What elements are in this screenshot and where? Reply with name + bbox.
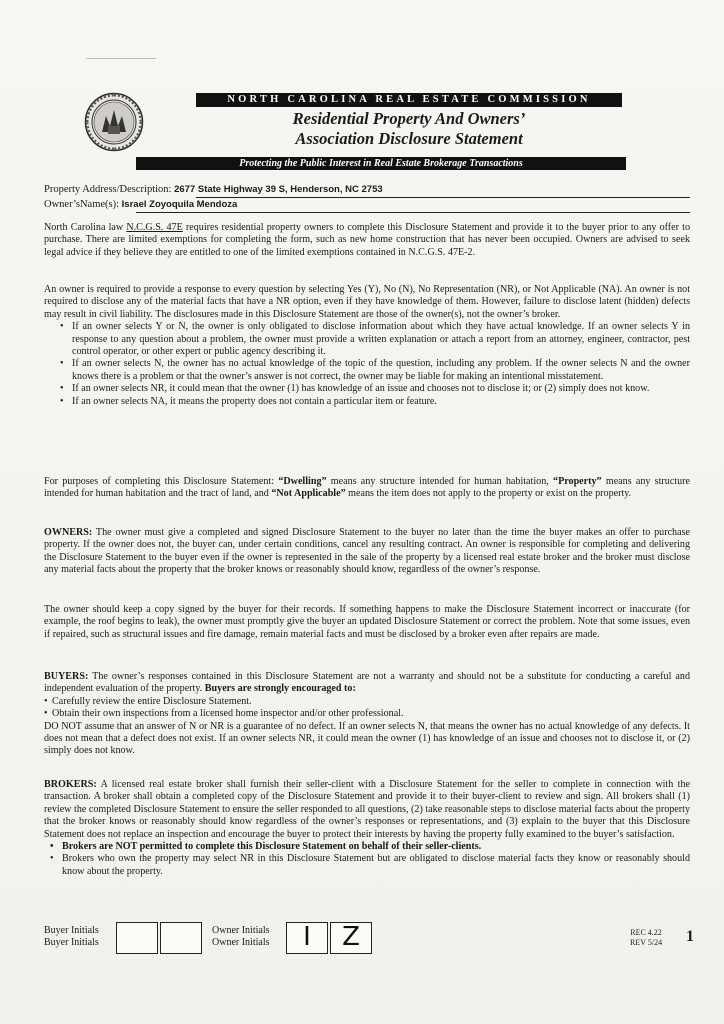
property-term: “Property” [553, 476, 602, 487]
buyers-heading: BUYERS: [44, 671, 89, 682]
not-applicable-term: “Not Applicable” [271, 488, 346, 500]
list-item: • Brokers who own the property may select NR in this Disclosure Statement but are obligated to disclose material facts they know or reasonably should know about the property. [44, 853, 690, 878]
definitions-text: means any structure intended for human habitation, [326, 476, 554, 487]
owner-name-value[interactable]: Israel Zoyoquila Mendoza [121, 199, 238, 210]
revision-code: REC 4.22 [630, 928, 662, 937]
list-item: • If an owner selects N, the owner has no actual knowledge of the topic of the question, including any problem. If the owner selects N and the owner knows there is a problem or that the owner’s answer is not correct, the owner may be liable for making an intentional misstatement. [54, 358, 690, 383]
form-title [196, 109, 622, 149]
owner-name-label: Owner’sName(s): [44, 199, 120, 210]
buyer-initials-label-1: Buyer Initials [44, 925, 99, 936]
list-item: • Obtain their own inspections from a licensed home inspector and/or other professional. [44, 708, 690, 720]
buyers-section [44, 671, 690, 758]
form-title-line-1: Residential Property And Owners’ [292, 109, 526, 128]
brokers-paragraph: A licensed real estate broker shall furnish their seller-client with a Disclosure Statement for the seller to complete in connection with the transaction. A broker shall obtain a completed copy of the Disclosure Statement and provide it to their buyer-client to review and sign. All brokers shall (1) review the completed Disclosure Statement to ensure the seller responded to all questions, (2) take reasonable steps to disclose material facts about the property that the broker knows or reasonably should know regardless of the owner’s responses or representations, and (3) explain to the buyer that this Disclosure Statement does not replace an inspection and encourage the buyer to protect their interests by having the property fully examined to the buyer’s satisfaction. [44, 779, 690, 840]
commission-seal-logo [84, 92, 144, 152]
list-item: • If an owner selects NR, it could mean that the owner (1) has knowledge of an issue and chooses not to disclose it; or (2) simply does not know. [54, 383, 690, 395]
owner-initials-labels [212, 925, 270, 949]
owners-heading: OWNERS: [44, 527, 93, 538]
owner-initial-b: Z [342, 922, 360, 952]
commission-banner: NORTH CAROLINA REAL ESTATE COMMISSION [196, 93, 622, 107]
buyer-initials-label-2: Buyer Initials [44, 937, 99, 948]
page-number: 1 [686, 928, 694, 945]
list-item: • Carefully review the entire Disclosure Statement. [44, 696, 690, 708]
intro-text-end: requires residential property owners to complete this Disclosure Statement and provide it to the buyer prior to any offer to purchase. There are limited exemptions for completing the form, such as new home construction that has never been occupied. Owners are advised to seek legal advice if they believe they are entitled to one of the limited exemptions contained in N.C.G.S. 47E-2. [44, 222, 690, 258]
brokers-bullets [34, 841, 690, 878]
brokers-heading: BROKERS: [44, 779, 97, 790]
buyer-initials-labels [44, 925, 99, 949]
definitions-paragraph [44, 476, 690, 501]
intro-text-start: North Carolina law [44, 222, 127, 233]
owners-paragraph-2: The owner should keep a copy signed by the buyer for their records. If something happens to make the Disclosure Statement incorrect or inaccurate (for example, the roof begins to leak), the owner must promptly give the buyer an updated Disclosure Statement or correct the problem. Note that some issues, even if repaired, such as structural issues and fire damage, remain material facts and must be disclosed by a broker even after repairs are made. [44, 604, 690, 640]
list-item: • If an owner selects Y or N, the owner is only obligated to disclose information about which they have actual knowledge. If an owner selects Y in response to any question about a problem, the owner must provide a written explanation or attach a report from an attorney, engineer, contractor, pest control operator, or other expert or public agency describing it. [54, 321, 690, 358]
property-address-row [44, 184, 383, 195]
buyers-bullets [44, 696, 690, 721]
tagline-banner: Protecting the Public Interest in Real Estate Brokerage Transactions [136, 157, 626, 170]
buyers-warning: DO NOT assume that an answer of N or NR is a guarantee of no defect. If an owner selects N, that means the owner has no actual knowledge of any defects. It does not mean that a defect does not exist. If an owner selects NR, it could mean the owner (1) has knowledge of an issue and chooses not to disclose it, or (2) simply does not know. [44, 720, 690, 757]
owner-initials-label-2: Owner Initials [212, 937, 270, 948]
list-item: • Brokers are NOT permitted to complete this Disclosure Statement on behalf of their seller-clients. [44, 841, 690, 853]
owners-section-2 [44, 604, 690, 641]
buyers-paragraph: The owner’s responses contained in this Disclosure Statement are not a warranty and should not be a substitute for conducting a careful and independent evaluation of the property. [44, 671, 690, 695]
definitions-text: means the item does not apply to the property or exist on the property. [345, 488, 632, 500]
owner-name-row [44, 199, 237, 210]
revision-info [630, 928, 662, 948]
owner-response-paragraph: An owner is required to provide a response to every question by selecting Yes (Y), No (N), No Representation (NR), or Not Applicable (NA). An owner is not required to disclose any of the material facts that have a NR option, even if they have knowledge of them. However, failure to disclose latent (hidden) defects may result in civil liability. The disclosures made in this Disclosure Statement are those of the owner(s), not the owner’s broker. [44, 284, 690, 320]
brokers-section [44, 779, 690, 878]
dwelling-term: “Dwelling” [278, 476, 327, 487]
top-rule [86, 58, 156, 59]
revision-date: REV 5/24 [630, 938, 663, 947]
owners-section [44, 527, 690, 577]
buyers-encouraged: Buyers are strongly encouraged to: [204, 683, 356, 695]
owner-response-bullets [44, 321, 690, 408]
law-citation-link: N.C.G.S. 47E [126, 222, 183, 233]
owner-initial-a: I [303, 922, 311, 952]
property-address-label: Property Address/Description: [44, 184, 172, 195]
definitions-text: For purposes of completing this Disclosure Statement: [44, 476, 279, 487]
buyer-initials-box-2[interactable] [160, 922, 202, 954]
property-address-value[interactable]: 2677 State Highway 39 S, Henderson, NC 2753 [174, 184, 383, 195]
form-title-line-2: Association Disclosure Statement [295, 129, 523, 148]
address-underline [196, 197, 690, 198]
buyer-initials-box-1[interactable] [116, 922, 158, 954]
intro-paragraph [44, 222, 690, 259]
definitions-text: means any structure intended for human habitation and the tract of land, and [44, 476, 690, 500]
list-item: • If an owner selects NA, it means the property does not contain a particular item or feature. [54, 396, 690, 408]
owner-response-section [44, 284, 690, 408]
owner-underline [136, 212, 690, 213]
owners-paragraph-1: The owner must give a completed and signed Disclosure Statement to the buyer no later than the time the buyer makes an offer to purchase property. If the owner does not, the buyer can, under certain conditions, cancel any resulting contract. An owner is responsible for completing and delivering the Disclosure Statement to the buyer even if the owner is represented in the sale of the property by a licensed real estate broker and the broker must disclose any material facts about the property that the broker knows or reasonably should know, regardless of the owner’s response. [44, 527, 690, 576]
owner-initials-label-1: Owner Initials [212, 925, 270, 936]
